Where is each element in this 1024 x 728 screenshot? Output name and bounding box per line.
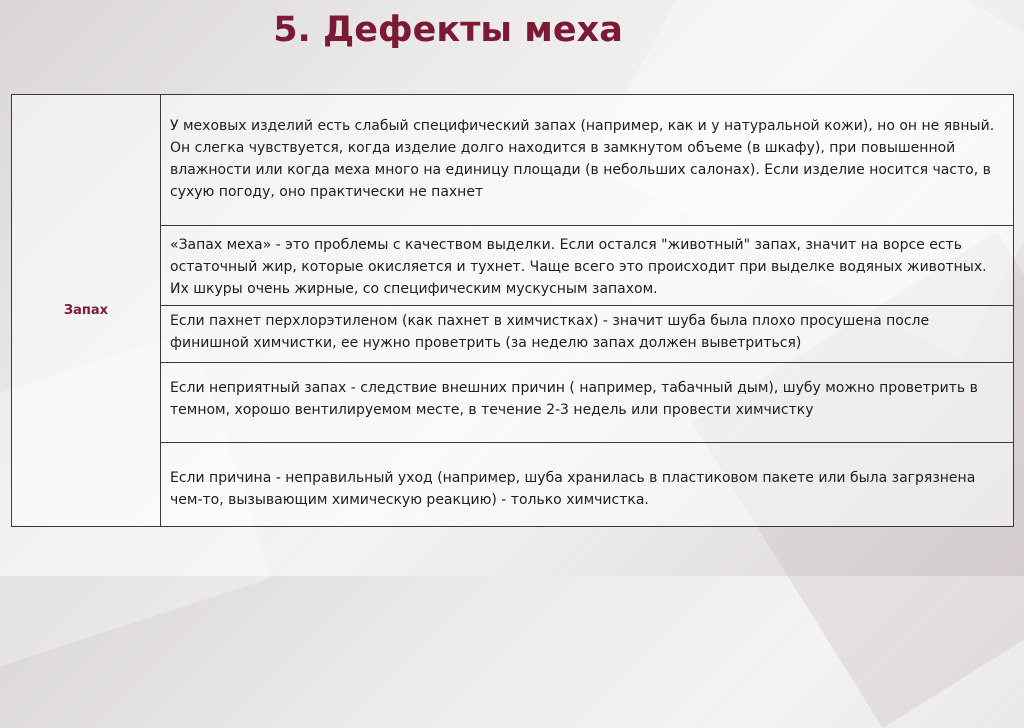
defects-table [11,94,1014,527]
table-label: Запах [63,303,109,318]
slide-title: 5. Дефекты меха [273,10,623,50]
table-row: «Запах меха» - это проблемы с качеством выделки. Если остался "животный" запах, значит на ворсе есть остаточный жир, которые окисляется и тухнет. Чаще всего это происходит при выделке водяных животных. Их шкуры очень жирные, со специфическим мускусным запахом. [161,226,1013,306]
table-label-cell [12,95,161,526]
table-row: У меховых изделий есть слабый специфический запах (например, как и у натуральной кожи), но он не явный. Он слегка чувствуется, когда изделие долго находится в замкнутом объеме (в шкафу), при повышенной влажности или когда меха много на единицу площади (в небольших салонах). Если изделие носится часто, в сухую погоду, оно практически не пахнет [161,95,1013,226]
table-row: Если причина - неправильный уход (например, шуба хранилась в пластиковом пакете или была загрязнена чем-то, вызывающим химическую реакцию) - только химчистка. [170,470,976,508]
table-row: Если пахнет перхлорэтиленом (как пахнет в химчистках) - значит шуба была плохо просушена после финишной химчистки, ее нужно проветрить (за неделю запах должен выветриться) [161,306,1013,363]
table-rows [161,95,1013,526]
table-row: Если неприятный запах - следствие внешних причин ( например, табачный дым), шубу можно проветрить в темном, хорошо вентилируемом месте, в течение 2-3 недель или провести химчистку [161,363,1013,443]
